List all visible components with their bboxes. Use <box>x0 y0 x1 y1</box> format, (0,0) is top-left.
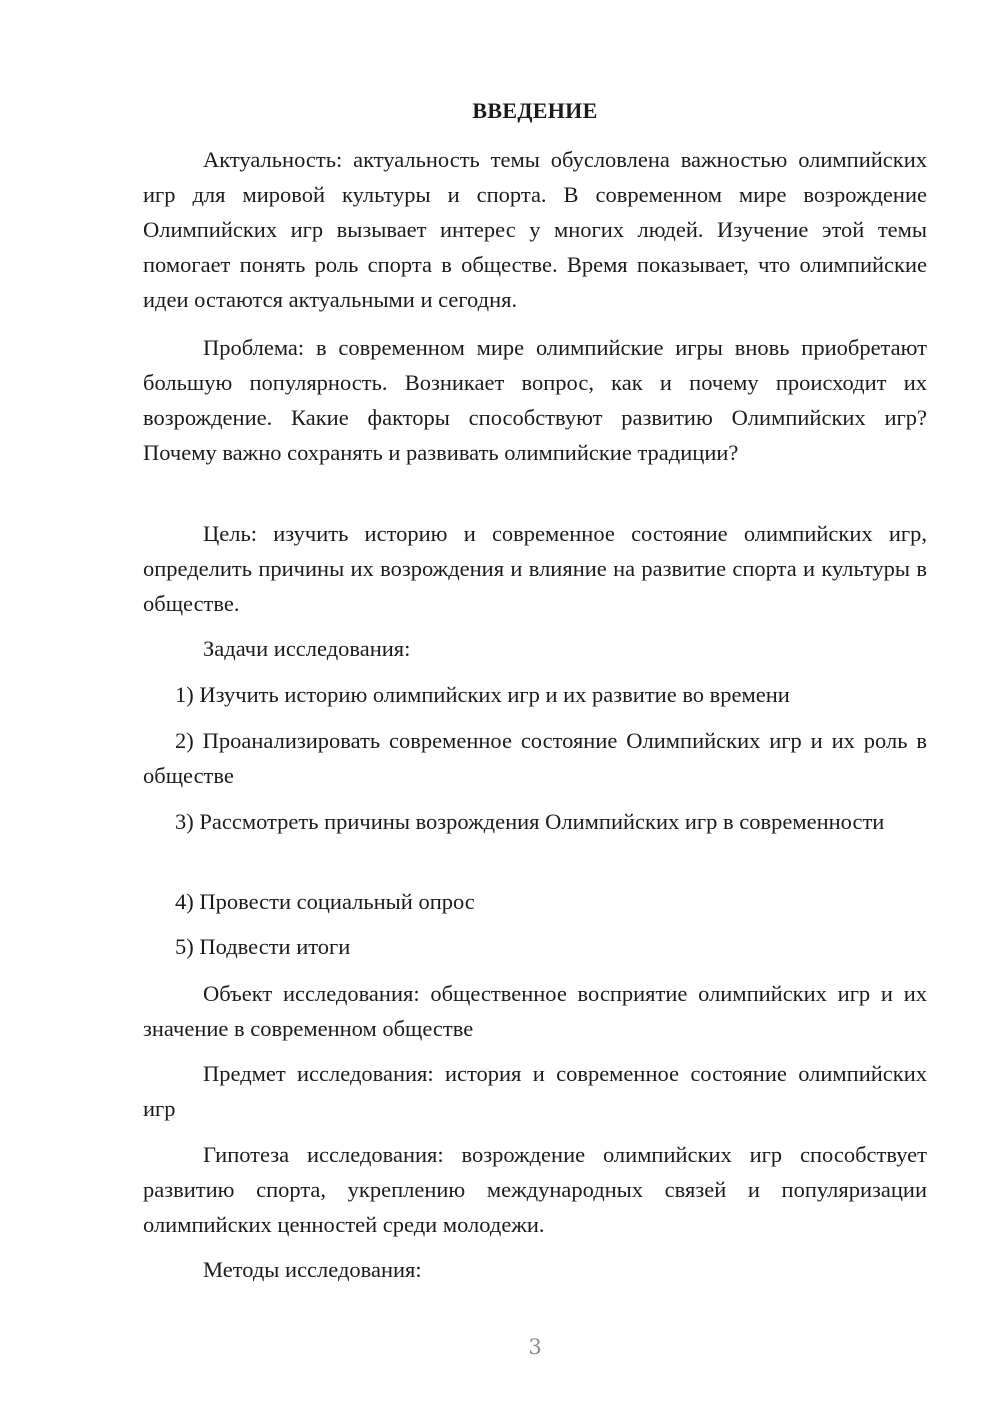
task-item-2: 2) Проанализировать современное состояние Олимпийских игр и их роль в обществе <box>143 728 927 788</box>
paragraph-relevance: Актуальность: актуальность темы обусловлена важностью олимпийских игр для мировой культуры и спорта. В современном мире возрождение Олимпийских игр вызывает интерес у многих людей. Изучение этой темы помогает понять роль спорта в обществе. Время показывает, что олимпийские идеи остаются актуальными и сегодня. <box>143 147 927 312</box>
paragraph-methods: Методы исследования: <box>203 1257 422 1282</box>
paragraph-subject: Предмет исследования: история и современное состояние олимпийских игр <box>143 1061 927 1121</box>
task-item-5: 5) Подвести итоги <box>175 934 351 959</box>
paragraph-goal: Цель: изучить историю и современное состояние олимпийских игр, определить причины их возрождения и влияние на развитие спорта и культуры в обществе. <box>143 521 927 616</box>
paragraph-hypothesis: Гипотеза исследования: возрождение олимпийских игр способствует развитию спорта, укреплению международных связей и популяризации олимпийских ценностей среди молодежи. <box>143 1142 927 1237</box>
paragraph-problem: Проблема: в современном мире олимпийские игры вновь приобретают большую популярность. Возникает вопрос, как и почему происходит их возрождение. Какие факторы способствуют развитию Олимпийских игр? Почему важно сохранять и развивать олимпийские традиции? <box>143 335 927 465</box>
paragraph-object: Объект исследования: общественное восприятие олимпийских игр и их значение в современном обществе <box>143 981 927 1041</box>
task-item-4: 4) Провести социальный опрос <box>175 889 475 914</box>
page-number: 3 <box>528 1335 542 1359</box>
page-title: ВВЕДЕНИЕ <box>472 98 598 123</box>
document-page <box>143 0 927 1414</box>
task-item-1: 1) Изучить историю олимпийских игр и их развитие во времени <box>175 682 790 707</box>
task-item-3: 3) Рассмотреть причины возрождения Олимпийских игр в современности <box>175 809 885 834</box>
paragraph-tasks-heading: Задачи исследования: <box>203 636 411 661</box>
